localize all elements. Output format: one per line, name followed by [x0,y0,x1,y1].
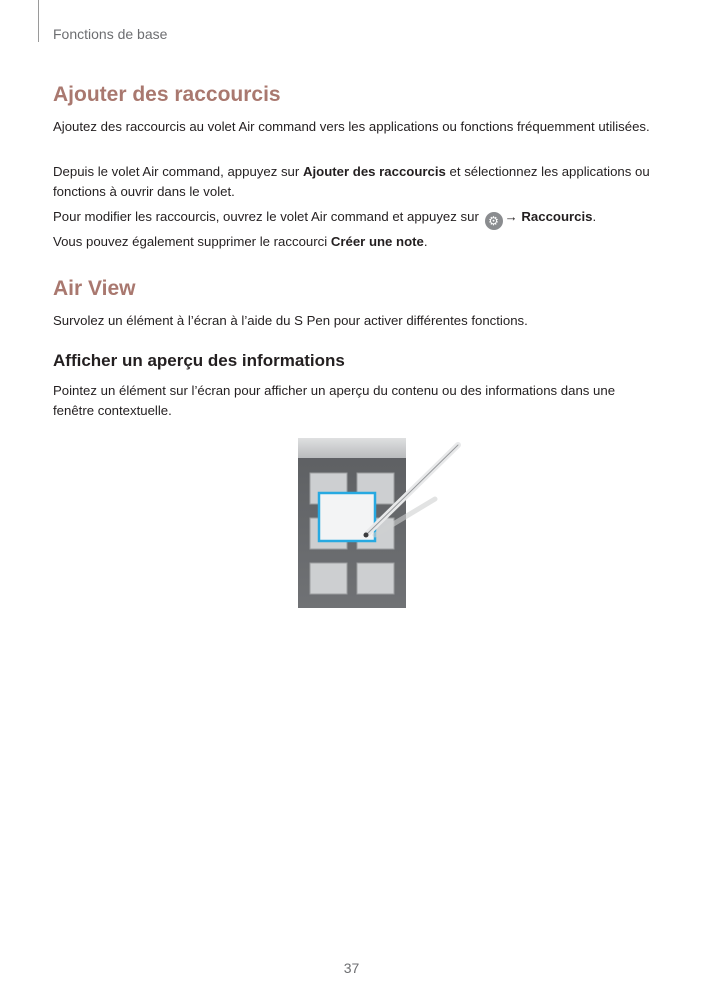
menu-option-shortcuts: Raccourcis [521,209,593,224]
page-number: 37 [343,960,360,976]
section-title-airview: Air View [53,277,136,300]
text-segment: . [592,209,597,224]
paragraph-preview: Pointez un élément sur l’écran pour afficher un aperçu du contenu ou des informations dans une fenêtre contextuelle. [53,383,616,418]
air-view-illustration [297,437,467,609]
app-tile [357,563,394,594]
text-segment: . [423,234,428,249]
text-segment: Vous pouvez également supprimer le raccourci [53,234,331,249]
pen-tip [364,533,369,538]
text-segment: et sélectionnez les applications ou fonctions à ouvrir dans le volet. [53,164,650,199]
menu-option-create-note: Créer une note [330,234,424,249]
section-title-shortcuts: Ajouter des raccourcis [53,83,281,106]
running-header: Fonctions de base [53,26,168,42]
arrow-symbol: → [504,209,518,224]
app-tile [310,563,347,594]
paragraph-shortcuts-remove [53,232,658,252]
menu-option-add-shortcuts: Ajouter des raccourcis [302,164,446,179]
paragraph-shortcuts-add [53,162,658,202]
paragraph-shortcuts-edit [53,207,658,230]
paragraph-shortcuts-intro: Ajoutez des raccourcis au volet Air command vers les applications ou fonctions fréquemment utilisées. [53,119,650,134]
text-segment: Depuis le volet Air command, appuyez sur [53,164,303,179]
gear-icon: ⚙ [485,212,503,230]
subsection-title-preview: Afficher un aperçu des informations [53,351,345,370]
device-title-bar [298,438,406,458]
header-rule [38,0,39,42]
paragraph-airview: Survolez un élément à l’écran à l’aide du S Pen pour activer différentes fonctions. [53,313,528,328]
text-segment: Pour modifier les raccourcis, ouvrez le volet Air command et appuyez sur [53,209,483,224]
